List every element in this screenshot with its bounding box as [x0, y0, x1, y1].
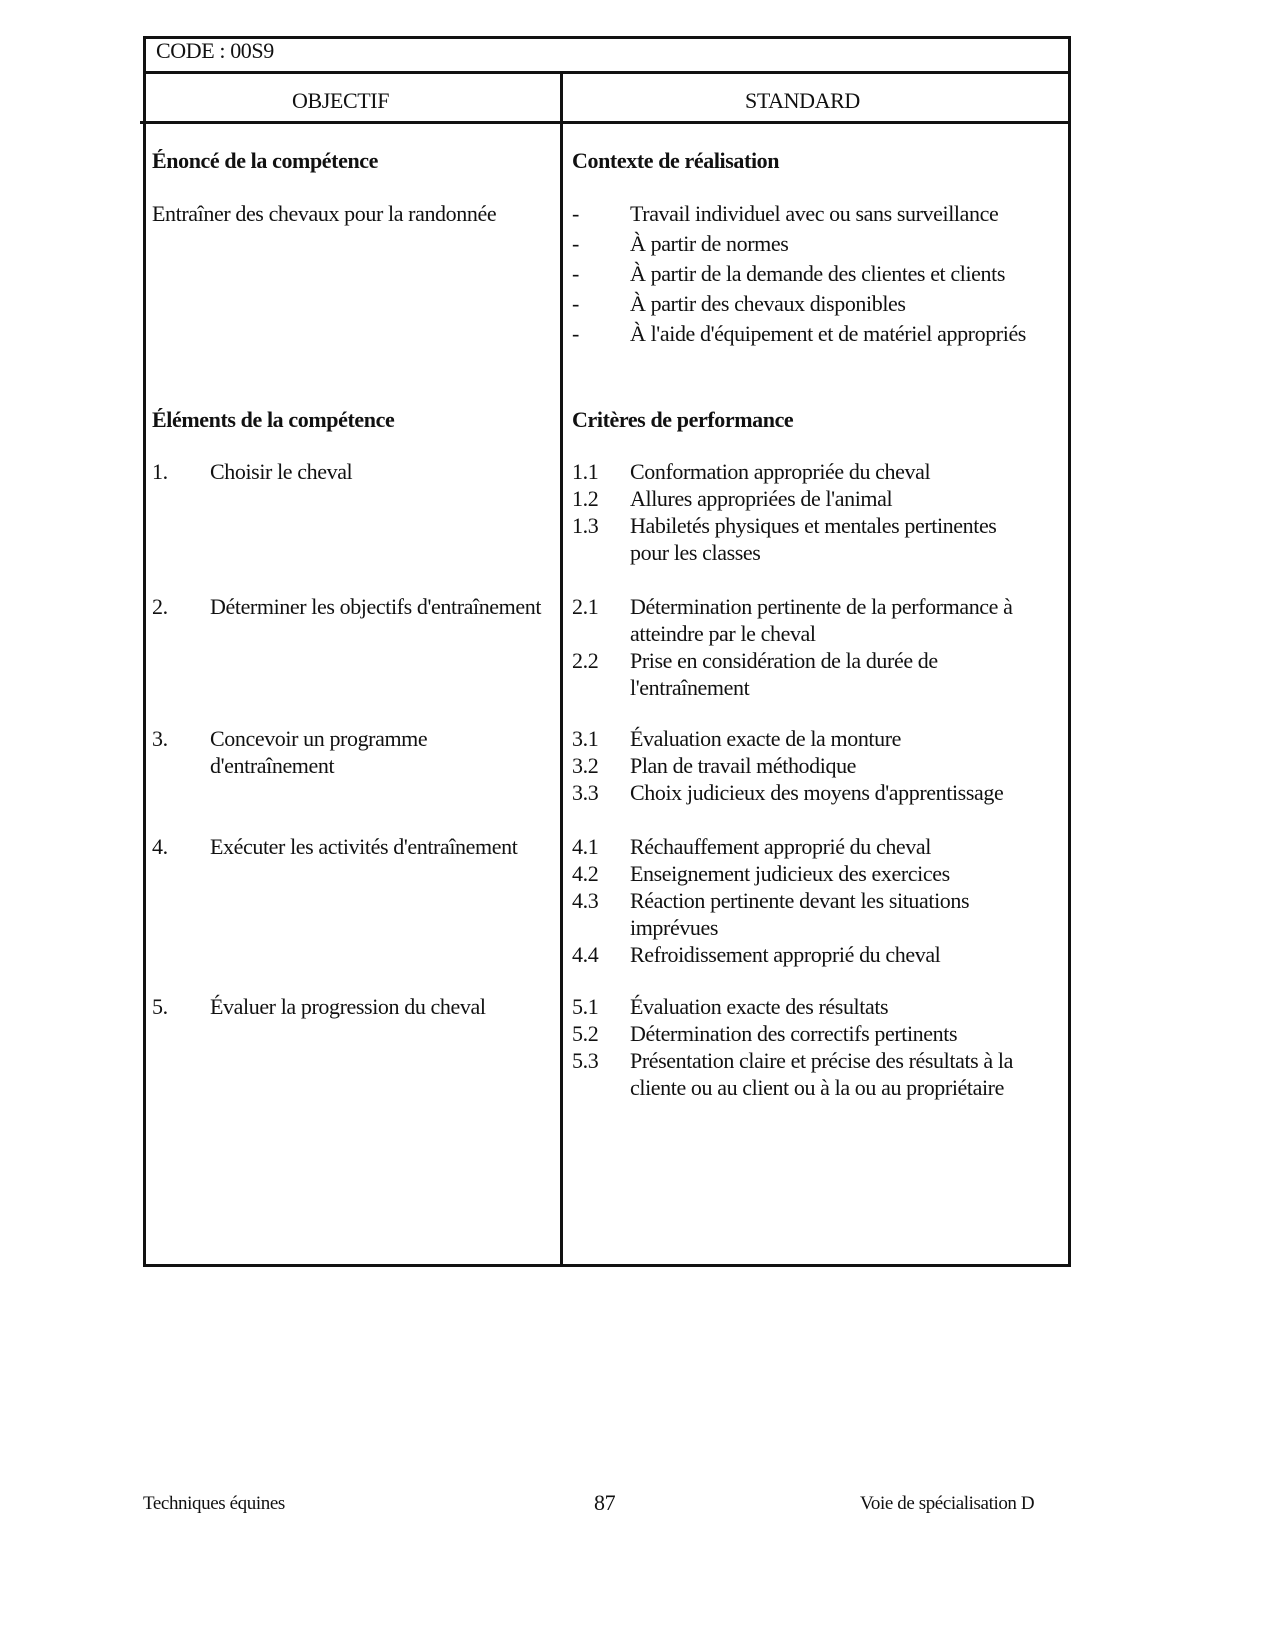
list-item	[572, 833, 1040, 860]
item-number: -	[572, 291, 579, 316]
list-item	[572, 593, 1040, 647]
item-number: 3.1	[572, 726, 599, 751]
list-item	[572, 779, 1040, 806]
item-text: Détermination pertinente de la performance à atteindre par le cheval	[630, 594, 1013, 646]
item-number: 1.3	[572, 513, 599, 538]
item-text: Concevoir un programme d'entraînement	[210, 726, 428, 778]
item-text: Prise en considération de la durée de l'entraînement	[630, 648, 938, 700]
item-text: Détermination des correctifs pertinents	[630, 1021, 958, 1046]
list-item	[572, 259, 1040, 289]
list-item	[572, 319, 1040, 349]
enonce-text: Entraîner des chevaux pour la randonnée	[152, 201, 497, 226]
item-number: -	[572, 201, 579, 226]
item-number: 4.	[152, 834, 168, 859]
header-objectif: OBJECTIF	[292, 88, 390, 113]
criteria-5	[572, 993, 1040, 1101]
item-number: 5.3	[572, 1048, 599, 1073]
list-item	[572, 289, 1040, 319]
item-number: 1.1	[572, 459, 599, 484]
item-text: Choix judicieux des moyens d'apprentissage	[630, 780, 1004, 805]
item-number: 1.	[152, 459, 168, 484]
item-text: Conformation appropriée du cheval	[630, 459, 931, 484]
item-number: 1.2	[572, 486, 599, 511]
item-number: -	[572, 261, 579, 286]
element-3	[152, 725, 550, 779]
item-number: 5.	[152, 994, 168, 1019]
list-item	[152, 993, 550, 1020]
list-item	[152, 458, 550, 485]
item-text: Refroidissement approprié du cheval	[630, 942, 941, 967]
footer-left: Techniques équines	[143, 1493, 285, 1514]
item-text: Évaluation exacte de la monture	[630, 726, 902, 751]
footer-right: Voie de spécialisation D	[860, 1493, 1035, 1514]
item-text: À l'aide d'équipement et de matériel appropriés	[630, 321, 1026, 346]
element-1	[152, 458, 550, 485]
list-item	[572, 752, 1040, 779]
list-item	[152, 833, 550, 860]
item-text: Habiletés physiques et mentales pertinentes pour les classes	[630, 513, 997, 565]
item-number: 5.1	[572, 994, 599, 1019]
item-text: Évaluer la progression du cheval	[210, 994, 486, 1019]
item-number: 4.3	[572, 888, 599, 913]
item-number: 5.2	[572, 1021, 599, 1046]
list-item	[572, 512, 1040, 566]
code-label: CODE : 00S9	[156, 38, 274, 63]
criteria-2	[572, 593, 1040, 701]
contexte-title: Contexte de réalisation	[572, 148, 780, 173]
list-item	[572, 485, 1040, 512]
criteria-1	[572, 458, 1040, 566]
list-item	[572, 993, 1040, 1020]
list-item	[572, 860, 1040, 887]
criteria-3	[572, 725, 1040, 806]
list-item	[572, 458, 1040, 485]
item-text: Plan de travail méthodique	[630, 753, 857, 778]
item-number: 2.2	[572, 648, 599, 673]
item-number: 2.	[152, 594, 168, 619]
criteria-4	[572, 833, 1040, 968]
contexte-list	[572, 199, 1040, 349]
item-text: À partir de la demande des clientes et clients	[630, 261, 1006, 286]
list-item	[572, 1020, 1040, 1047]
header-standard: STANDARD	[745, 88, 860, 113]
list-item	[572, 229, 1040, 259]
item-number: 3.2	[572, 753, 599, 778]
list-item	[572, 1047, 1040, 1101]
divider	[140, 121, 1071, 124]
item-number: -	[572, 321, 579, 346]
item-text: Travail individuel avec ou sans surveillance	[630, 201, 999, 226]
list-item	[572, 941, 1040, 968]
item-text: Réaction pertinente devant les situations imprévues	[630, 888, 970, 940]
item-text: Évaluation exacte des résultats	[630, 994, 889, 1019]
item-text: À partir de normes	[630, 231, 789, 256]
list-item	[152, 593, 550, 620]
column-divider	[560, 71, 563, 1267]
item-text: Exécuter les activités d'entraînement	[210, 834, 518, 859]
item-text: Allures appropriées de l'animal	[630, 486, 893, 511]
element-5	[152, 993, 550, 1020]
item-number: 3.3	[572, 780, 599, 805]
item-text: Déterminer les objectifs d'entraînement	[210, 594, 542, 619]
list-item	[572, 199, 1040, 229]
item-text: Réchauffement approprié du cheval	[630, 834, 931, 859]
page-number: 87	[594, 1490, 616, 1515]
element-2	[152, 593, 550, 620]
list-item	[152, 725, 550, 779]
elements-title: Éléments de la compétence	[152, 407, 395, 432]
item-number: 4.2	[572, 861, 599, 886]
item-number: 2.1	[572, 594, 599, 619]
item-text: Enseignement judicieux des exercices	[630, 861, 950, 886]
enonce-title: Énoncé de la compétence	[152, 148, 379, 173]
item-number: 4.4	[572, 942, 599, 967]
item-text: Choisir le cheval	[210, 459, 353, 484]
item-text: Présentation claire et précise des résultats à la cliente ou au client ou à la ou au propriétaire	[630, 1048, 1013, 1100]
list-item	[572, 725, 1040, 752]
list-item	[572, 647, 1040, 701]
item-number: 4.1	[572, 834, 599, 859]
element-4	[152, 833, 550, 860]
item-number: 3.	[152, 726, 168, 751]
criteres-title: Critères de performance	[572, 407, 794, 432]
divider	[143, 71, 1071, 74]
item-number: -	[572, 231, 579, 256]
item-text: À partir des chevaux disponibles	[630, 291, 906, 316]
list-item	[572, 887, 1040, 941]
